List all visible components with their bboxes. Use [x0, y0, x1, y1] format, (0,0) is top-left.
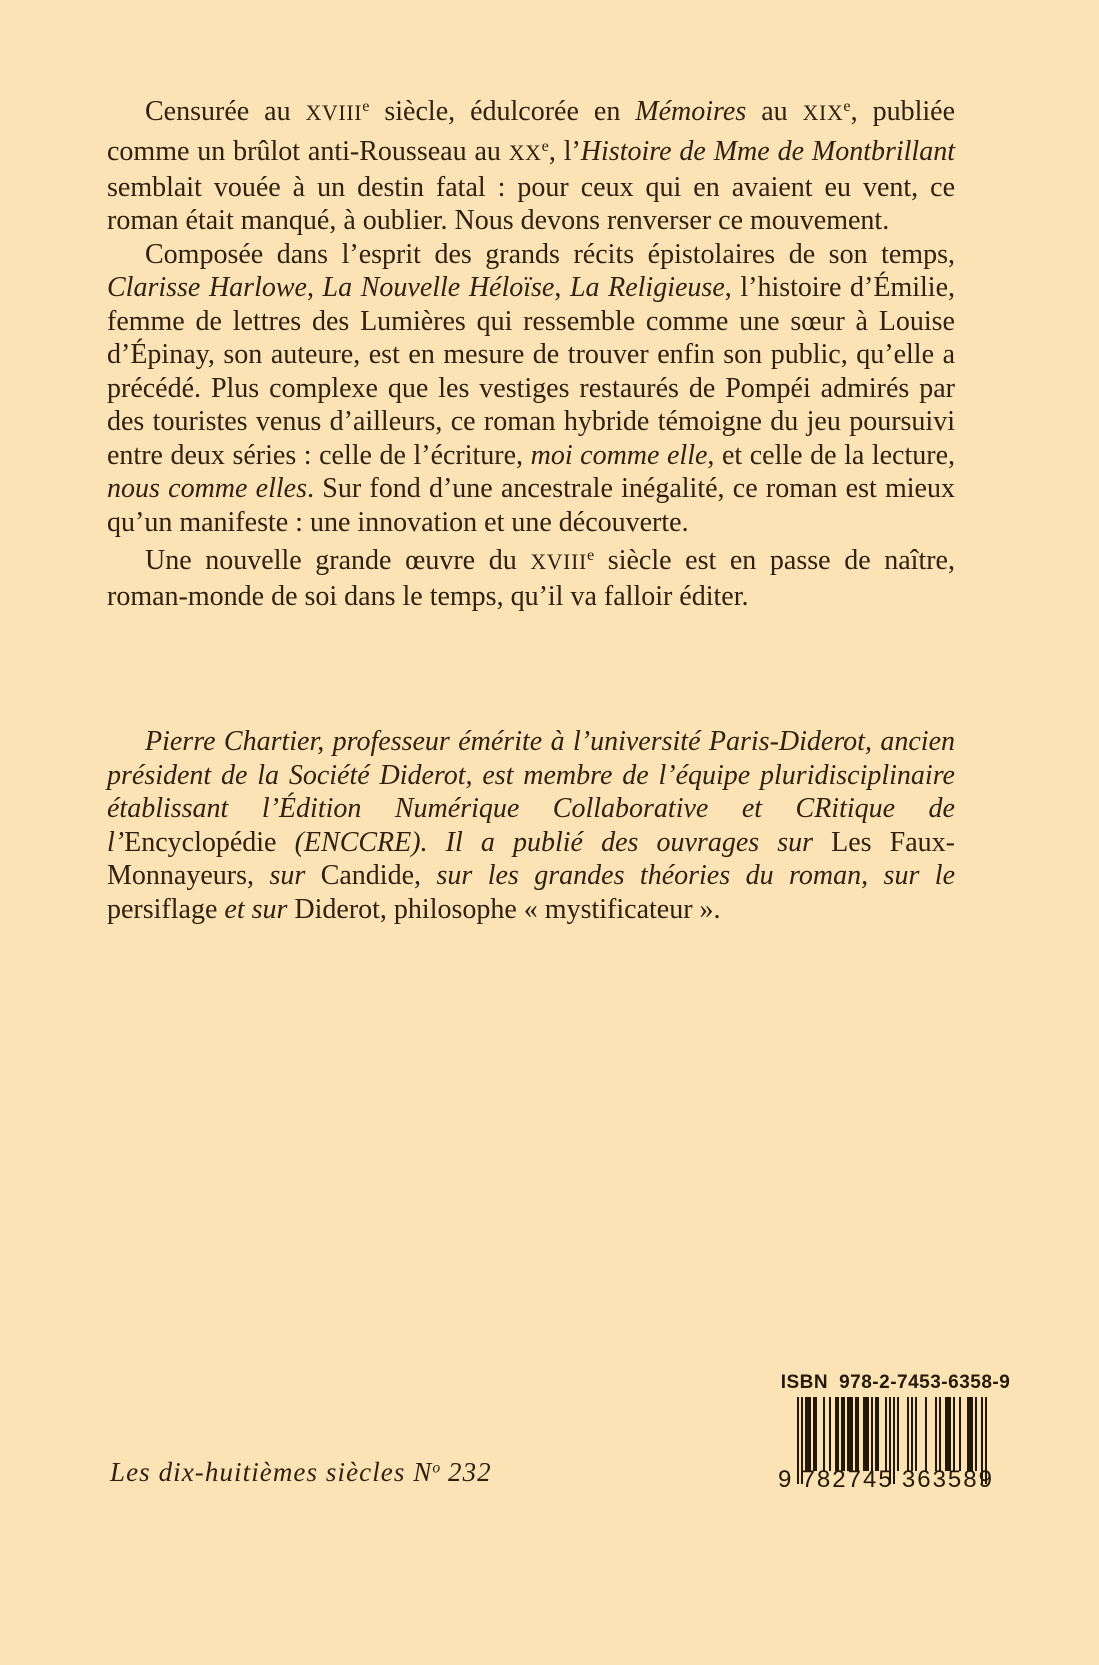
text-segment: e — [586, 546, 595, 565]
text-segment: siècle, édulcorée en — [369, 95, 636, 127]
text-segment: 232 — [440, 1457, 492, 1487]
text-segment: Composée dans l’esprit des grands récits épistolaires de son temps, — [145, 238, 955, 270]
ean-digits-row — [778, 1468, 994, 1492]
text-segment: XVIII — [530, 550, 587, 575]
text-segment: persiflage — [107, 893, 225, 925]
text-segment: sur — [269, 860, 321, 892]
text-segment: o — [432, 1459, 441, 1477]
text-segment: (ENCCRE). Il a publié des ouvrages sur — [276, 826, 832, 858]
text-segment: , publiée comme un brûlot anti-Rousseau au — [107, 95, 955, 168]
blurb-paragraph-3 — [107, 539, 955, 613]
isbn-prefix: ISBN — [780, 1372, 829, 1393]
ean-digit-group: 363589 — [901, 1466, 994, 1493]
isbn-number: 978-2-7453-6358-9 — [839, 1372, 1011, 1393]
text-segment: XVIII — [305, 100, 363, 125]
text-segment: et sur — [224, 893, 295, 925]
isbn-label — [780, 1372, 1011, 1394]
text-segment: Histoire de Mme de Montbrillant — [580, 136, 955, 168]
ean-digit-group: 782745 — [801, 1466, 894, 1493]
text-segment: XX — [508, 141, 542, 166]
text-segment: Encyclopédie — [124, 826, 277, 858]
text-segment: , l’ — [548, 136, 581, 168]
text-segment: Clarisse Harlowe — [107, 272, 307, 304]
text-segment: , — [554, 272, 570, 304]
text-segment: sur les grandes théories du roman, sur le — [436, 860, 956, 892]
text-segment: XIX — [802, 100, 844, 125]
text-segment: Une nouvelle grande œuvre du — [145, 545, 531, 577]
text-segment: Diderot, philosophe « mystificateur ». — [294, 893, 721, 925]
text-segment: Les dix-huitièmes siècles N — [110, 1457, 433, 1487]
text-segment: . Sur fond d’une ancestrale inégalité, ce roman est mieux qu’un manifeste : une innovation et une découverte. — [107, 473, 955, 538]
author-bio-paragraph — [107, 725, 955, 926]
text-segment: Pierre Chartier, professeur émérite à l’université Paris-Diderot, ancien président de la Société Diderot, est membre de l’équipe pluridisciplinaire établissant l’Édition Numérique Collaborative et CRitique de l’ — [107, 726, 955, 858]
isbn-barcode-block — [778, 1372, 1011, 1496]
text-segment: e — [843, 97, 851, 115]
text-segment: nous comme elles — [107, 473, 307, 505]
text-segment: semblait vouée à un destin fatal : pour ceux qui en avaient eu vent, ce roman était manqué, à oublier. Nous devons renverser ce mouvement. — [107, 171, 955, 237]
text-segment: moi comme elle — [530, 439, 708, 471]
text-segment: Candide, — [320, 860, 437, 892]
text-segment: La Religieuse — [569, 272, 725, 304]
text-segment: e — [362, 97, 370, 115]
text-segment: , l’histoire d’Émilie, femme de lettres des Lumières qui ressemble comme une sœur à Louise d’Épinay, son auteure, est en mesure de trouver enfin son public, qu’elle a précédé. Plus complexe que les vestiges restaurés de Pompéi admirés par des touristes venus d’ailleurs, ce roman hybride témoigne du jeu poursuivi entre deux séries : celle de l’écriture, — [107, 272, 955, 471]
ean-digit-group: 9 — [778, 1466, 794, 1493]
text-segment: au — [746, 95, 803, 127]
text-segment: La Nouvelle Héloïse — [322, 272, 555, 304]
blurb-paragraph-1 — [107, 90, 955, 238]
text-segment: , — [306, 272, 323, 304]
text-segment: Censurée au — [145, 95, 306, 127]
text-segment: e — [541, 137, 549, 156]
back-cover-text-column — [107, 90, 955, 926]
blurb-paragraph-2 — [107, 238, 955, 540]
text-segment: , et celle de la lecture, — [707, 439, 956, 471]
collection-series-label — [110, 1457, 492, 1488]
text-segment: siècle est en passe de naître, roman-monde de soi dans le temps, qu’il va falloir éditer. — [107, 545, 955, 612]
text-segment: Mémoires — [635, 95, 747, 127]
text-segment: Les Faux-Monnayeurs, — [107, 826, 955, 892]
